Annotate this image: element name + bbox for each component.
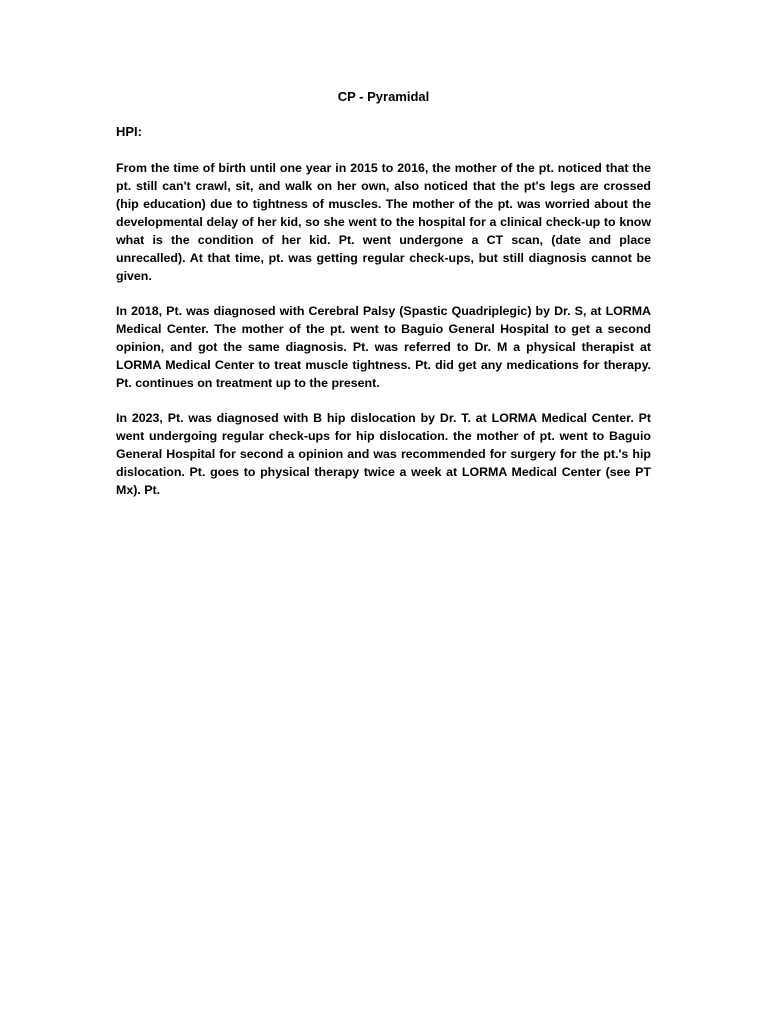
paragraph-birth-history: From the time of birth until one year in 2015 to 2016, the mother of the pt. noticed that the pt. still can't crawl, sit, and walk on her own, also noticed that the pt's legs are crossed (hip education) due to tightness of muscles. The mother of the pt. was worried about the developmental delay of her kid, so she went to the hospital for a clinical check-up to know what is the condition of her kid. Pt. went undergone a CT scan, (date and place unrecalled). At that time, pt. was getting regular check-ups, but still diagnosis cannot be given.	[116, 161, 651, 283]
section-label-hpi: HPI:	[116, 124, 142, 139]
paragraph-2018-diagnosis: In 2018, Pt. was diagnosed with Cerebral Palsy (Spastic Quadriplegic) by Dr. S, at LORMA Medical Center. The mother of the pt. went to Baguio General Hospital to get a second opinion, and got the same diagnosis. Pt. was referred to Dr. M a physical therapist at LORMA Medical Center to treat muscle tightness. Pt. did get any medications for therapy. Pt. continues on treatment up to the present.	[116, 304, 651, 390]
document-title: CP - Pyramidal	[337, 89, 430, 104]
document-body	[116, 88, 651, 516]
paragraph-2023-diagnosis: In 2023, Pt. was diagnosed with B hip dislocation by Dr. T. at LORMA Medical Center. Pt went undergoing regular check-ups for hip dislocation. the mother of pt. went to Baguio General Hospital for second a opinion and was recommended for surgery for the pt.'s hip dislocation. Pt. goes to physical therapy twice a week at LORMA Medical Center (see PT Mx). Pt.	[116, 411, 651, 497]
